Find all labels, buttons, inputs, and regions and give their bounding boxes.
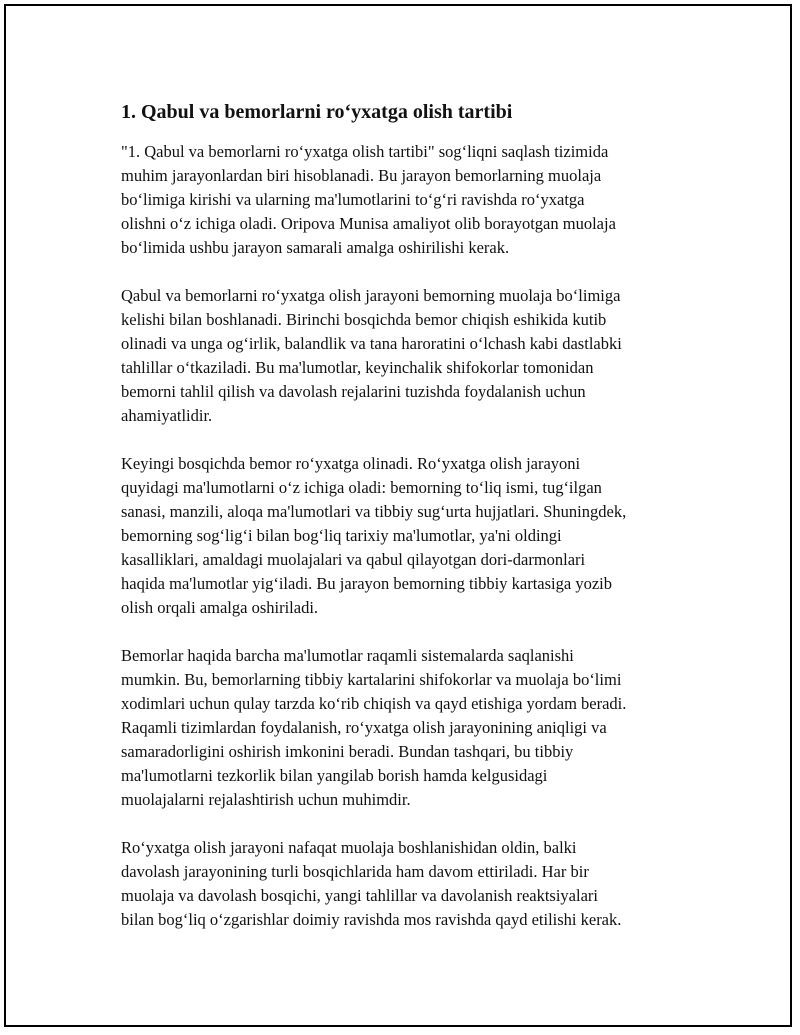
paragraph-3 [121, 452, 701, 620]
document-page [4, 4, 792, 1027]
text-line: ma'lumotlarni tezkorlik bilan yangilab borish hamda kelgusidagi [121, 766, 548, 785]
text-line: Ro‘yxatga olish jarayoni nafaqat muolaja boshlanishidan oldin, balki [121, 838, 577, 857]
text-line: mumkin. Bu, bemorlarning tibbiy kartalarini shifokorlar va muolaja bo‘limi [121, 670, 622, 689]
paragraph-5 [121, 836, 701, 932]
text-line: "1. Qabul va bemorlarni ro‘yxatga olish tartibi" sog‘liqni saqlash tizimida [121, 142, 609, 161]
text-line: muolajalarni rejalashtirish uchun muhimdir. [121, 790, 411, 809]
text-line: Bemorlar haqida barcha ma'lumotlar raqamli sistemalarda saqlanishi [121, 646, 574, 665]
text-line: muolaja va davolash bosqichi, yangi tahlillar va davolanish reaktsiyalari [121, 886, 598, 905]
text-line: bilan bog‘liq o‘zgarishlar doimiy ravishda mos ravishda qayd etilishi kerak. [121, 910, 622, 929]
paragraph-4 [121, 644, 701, 812]
text-line: olish orqali amalga oshiriladi. [121, 598, 319, 617]
text-line: bo‘limida ushbu jarayon samarali amalga oshirilishi kerak. [121, 238, 510, 257]
text-line: samaradorligini oshirish imkonini beradi. Bundan tashqari, bu tibbiy [121, 742, 574, 761]
text-line: ahamiyatlidir. [121, 406, 213, 425]
paragraph-2 [121, 284, 701, 428]
text-line: davolash jarayonining turli bosqichlarida ham davom ettiriladi. Har bir [121, 862, 589, 881]
text-line: Keyingi bosqichda bemor ro‘yxatga olinadi. Ro‘yxatga olish jarayoni [121, 454, 581, 473]
text-line: haqida ma'lumotlar yig‘iladi. Bu jarayon bemorning tibbiy kartasiga yozib [121, 574, 612, 593]
paragraph-1 [121, 140, 701, 260]
text-line: sanasi, manzili, aloqa ma'lumotlari va tibbiy sug‘urta hujjatlari. Shuningdek, [121, 502, 627, 521]
text-line: olinadi va unga og‘irlik, balandlik va tana haroratini o‘lchash kabi dastlabki [121, 334, 622, 353]
text-line: olishni o‘z ichiga oladi. Oripova Munisa amaliyot olib borayotgan muolaja [121, 214, 616, 233]
text-line: xodimlari uchun qulay tarzda ko‘rib chiqish va qayd etishiga yordam beradi. [121, 694, 627, 713]
text-line: Raqamli tizimlardan foydalanish, ro‘yxatga olish jarayonining aniqligi va [121, 718, 607, 737]
text-line: bemorning sog‘lig‘i bilan bog‘liq tarixiy ma'lumotlar, ya'ni oldingi [121, 526, 562, 545]
text-line: tahlillar o‘tkaziladi. Bu ma'lumotlar, keyinchalik shifokorlar tomonidan [121, 358, 594, 377]
text-line: quyidagi ma'lumotlarni o‘z ichiga oladi: bemorning to‘liq ismi, tug‘ilgan [121, 478, 602, 497]
section-title: 1. Qabul va bemorlarni ro‘yxatga olish tartibi [121, 101, 513, 123]
text-line: kelishi bilan boshlanadi. Birinchi bosqichda bemor chiqish eshikida kutib [121, 310, 607, 329]
text-line: kasalliklari, amaldagi muolajalari va qabul qilayotgan dori-darmonlari [121, 550, 586, 569]
text-line: bemorni tahlil qilish va davolash rejalarini tuzishda foydalanish uchun [121, 382, 586, 401]
text-line: muhim jarayonlardan biri hisoblanadi. Bu jarayon bemorlarning muolaja [121, 166, 602, 185]
text-line: Qabul va bemorlarni ro‘yxatga olish jarayoni bemorning muolaja bo‘limiga [121, 286, 621, 305]
text-line: bo‘limiga kirishi va ularning ma'lumotlarini to‘g‘ri ravishda ro‘yxatga [121, 190, 585, 209]
document-content [121, 98, 701, 956]
